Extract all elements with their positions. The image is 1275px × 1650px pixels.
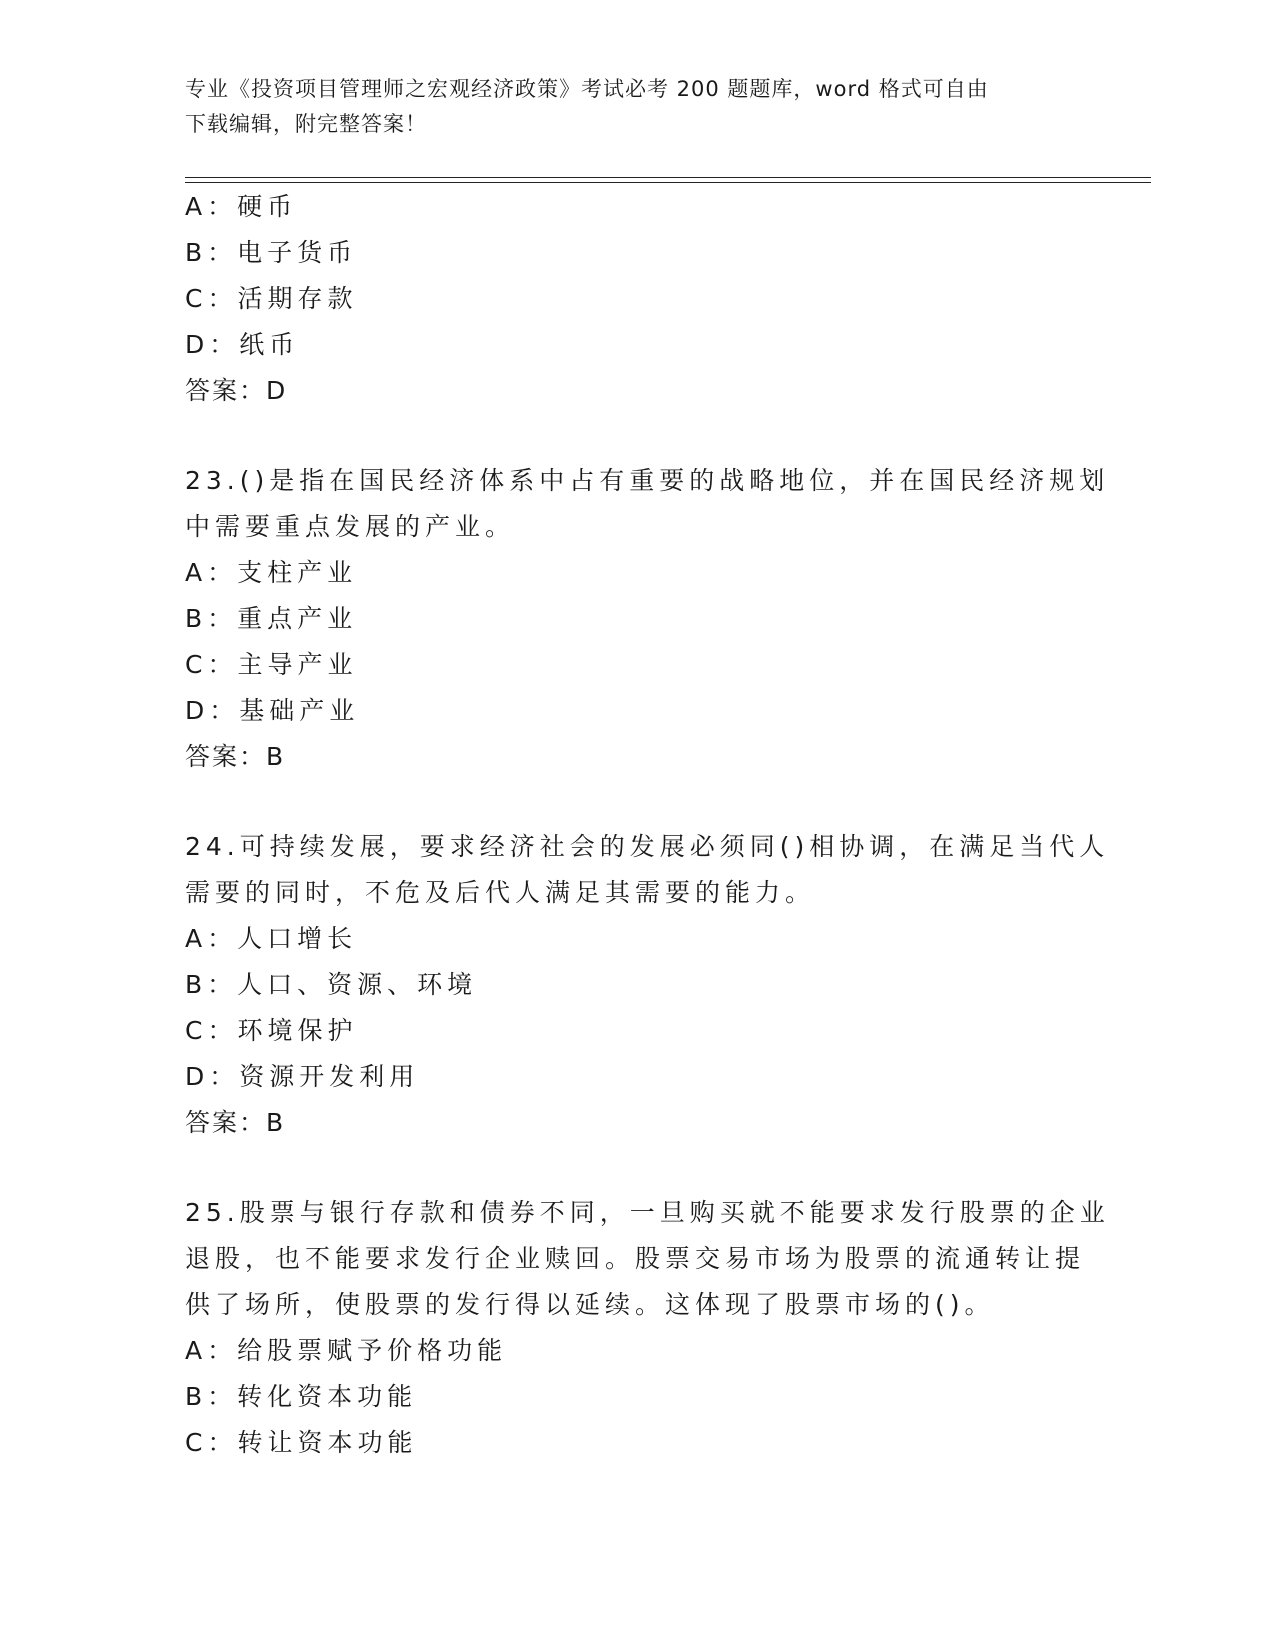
- option-d: D：纸币: [185, 330, 300, 359]
- option-a: A：硬币: [185, 192, 298, 221]
- question-stem-line: 24.可持续发展，要求经济社会的发展必须同()相协调，在满足当代人: [185, 832, 1110, 861]
- option-b: B：转化资本功能: [185, 1382, 418, 1411]
- header-divider-bottom: [185, 182, 1151, 183]
- question-list: [185, 184, 1110, 1466]
- question-23: [185, 458, 1110, 780]
- option-b: B：人口、资源、环境: [185, 970, 478, 999]
- question-stem-line: 需要的同时，不危及后代人满足其需要的能力。: [185, 878, 816, 907]
- question-stem-line: 供了场所，使股票的发行得以延续。这体现了股票市场的()。: [185, 1290, 995, 1319]
- option-d: D：基础产业: [185, 696, 360, 725]
- question-25: [185, 1190, 1110, 1466]
- option-b: B：重点产业: [185, 604, 358, 633]
- answer: 答案：D: [185, 376, 288, 405]
- answer: 答案：B: [185, 742, 286, 771]
- header-line-2: 下载编辑，附完整答案！: [185, 112, 427, 136]
- option-a: A：支柱产业: [185, 558, 358, 587]
- document-header: [185, 72, 1065, 142]
- question-stem-line: 25.股票与银行存款和债券不同，一旦购买就不能要求发行股票的企业: [185, 1198, 1110, 1227]
- option-b: B：电子货币: [185, 238, 358, 267]
- option-d: D：资源开发利用: [185, 1062, 420, 1091]
- header-line-1: 专业《投资项目管理师之宏观经济政策》考试必考 200 题题库，word 格式可自由: [185, 77, 989, 101]
- option-c: C：转让资本功能: [185, 1428, 418, 1457]
- option-c: C：活期存款: [185, 284, 358, 313]
- question-22-tail: [185, 184, 1085, 414]
- question-stem-line: 退股，也不能要求发行企业赎回。股票交易市场为股票的流通转让提: [185, 1244, 1086, 1273]
- option-a: A：人口增长: [185, 924, 358, 953]
- question-24: [185, 824, 1110, 1146]
- option-a: A：给股票赋予价格功能: [185, 1336, 508, 1365]
- answer: 答案：B: [185, 1108, 286, 1137]
- header-divider-top: [185, 177, 1151, 178]
- option-c: C：环境保护: [185, 1016, 358, 1045]
- question-stem-line: 中需要重点发展的产业。: [185, 512, 516, 541]
- option-c: C：主导产业: [185, 650, 358, 679]
- question-stem-line: 23.()是指在国民经济体系中占有重要的战略地位，并在国民经济规划: [185, 466, 1110, 495]
